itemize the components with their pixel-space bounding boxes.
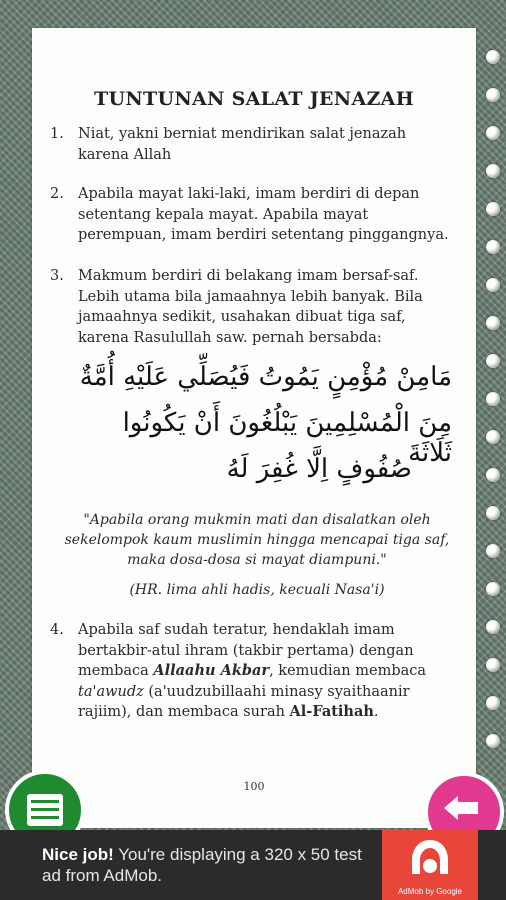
book-page: [32, 28, 476, 828]
list-item: [50, 124, 456, 165]
binder-ring-icon: [486, 202, 500, 216]
ad-text: Nice job! You're displaying a 320 x 50 test ad from AdMob.: [42, 845, 362, 885]
binder-ring-icon: [486, 50, 500, 64]
arabic-line: صُفُوفٍ اِلَّا غُفِرَ لَهُ: [226, 454, 412, 484]
binder-ring-icon: [486, 240, 500, 254]
hadith-translation: "Apabila orang mukmin mati dan disalatkan oleh sekelompok kaum muslimin hingga mencapai tiga saf, maka dosa-dosa si mayat diampuni.": [64, 512, 450, 568]
binder-ring-icon: [486, 316, 500, 330]
binder-ring-icon: [486, 126, 500, 140]
item-number: 2.: [50, 186, 64, 202]
binder-ring-icon: [486, 468, 500, 482]
binder-ring-icon: [486, 506, 500, 520]
list-item: [50, 266, 456, 348]
binder-ring-icon: [486, 354, 500, 368]
list-item: [50, 620, 456, 723]
binder-ring-icon: [486, 430, 500, 444]
binder-ring-icon: [486, 582, 500, 596]
binder-ring-icon: [486, 544, 500, 558]
binder-ring-icon: [486, 658, 500, 672]
item-text: Apabila mayat laki-laki, imam berdiri di depan setentang kepala mayat. Apabila mayat perempuan, imam berdiri setentang pinggangnya.: [78, 186, 449, 243]
binder-ring-icon: [486, 164, 500, 178]
item-text: Makmum berdiri di belakang imam bersaf-saf. Lebih utama bila jamaahnya lebih banyak. Bila jamaahnya sedikit, usahakan dibuat tiga saf, karena Rasulullah saw. pernah bersabda:: [78, 268, 423, 346]
binder-ring-icon: [486, 696, 500, 710]
binder-ring-icon: [486, 88, 500, 102]
admob-icon: [382, 830, 478, 886]
page-number: 100: [243, 780, 265, 793]
binder-ring-icon: [486, 278, 500, 292]
ad-banner[interactable]: [0, 830, 506, 900]
item-text: Apabila saf sudah teratur, hendaklah imam bertakbir-atul ihram (takbir pertama) dengan membaca Allaahu Akbar, kemudian membaca ta'awudz (a'uudzubillaahi minasy syaithaanir rajiim), dan membaca surah Al-Fatihah.: [78, 622, 427, 720]
binder-ring-icon: [486, 392, 500, 406]
item-number: 3.: [50, 268, 64, 284]
hadith-source: (HR. lima ahli hadis, kecuali Nasa'i): [129, 582, 385, 598]
list-item: [50, 184, 456, 246]
arabic-line: مِنَ الْمُسْلِمِينَ يَبْلُغُونَ أَنْ يَكُونُوا ثَلَاثَةَ: [122, 408, 452, 468]
binder-ring-icon: [486, 734, 500, 748]
page-title: TUNTUNAN SALAT JENAZAH: [94, 88, 414, 110]
binder-ring-icon: [486, 620, 500, 634]
item-text: Niat, yakni berniat mendirikan salat jenazah karena Allah: [78, 126, 407, 163]
ad-logo-label: AdMob by Google: [397, 887, 463, 896]
item-number: 4.: [50, 622, 64, 638]
arabic-line: مَامِنْ مُؤْمِنٍ يَمُوتُ فَيُصَلِّي عَلَيْهِ أُمَّةٌ: [79, 362, 452, 392]
admob-logo[interactable]: [382, 830, 478, 900]
item-number: 1.: [50, 126, 64, 142]
